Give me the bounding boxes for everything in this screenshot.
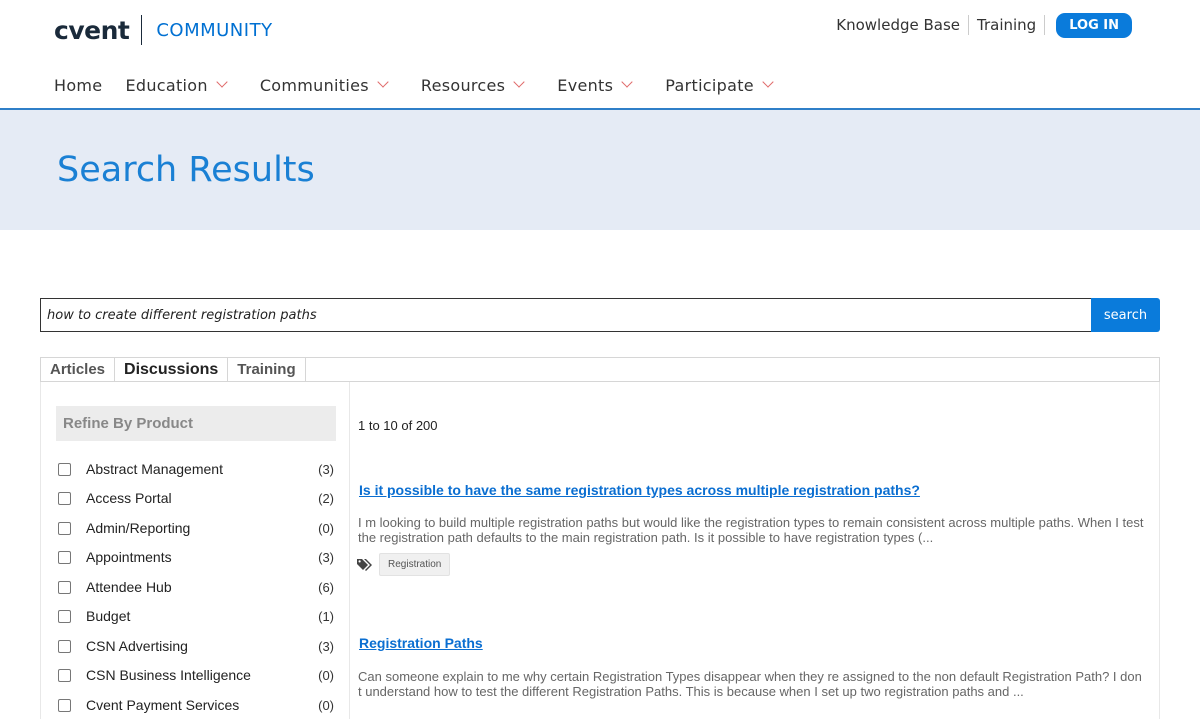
facet-checkbox[interactable] — [58, 492, 71, 505]
facet-label[interactable]: Access Portal — [86, 490, 172, 506]
result-snippet: Can someone explain to me why certain Registration Types disappear when they re assigned to the non default Registration Path? I don t understand how to test the different Registration Paths. This is because when I set up two registration paths and ... — [358, 669, 1142, 699]
facet-count: (0) — [318, 697, 334, 713]
facet-checkbox[interactable] — [58, 551, 71, 564]
result-snippet: I m looking to build multiple registration paths but would like the registration types to remain consistent across multiple paths. When I test the registration path defaults to the main registration path. Is it possible to have registration types (... — [358, 515, 1144, 545]
facet-item — [58, 636, 334, 656]
chevron-down-icon — [622, 76, 633, 87]
result-tags — [357, 553, 450, 576]
facet-label[interactable]: Admin/Reporting — [86, 520, 191, 536]
logo-community-label: COMMUNITY — [156, 19, 273, 41]
tab-discussions[interactable]: Discussions — [115, 358, 228, 381]
nav-item-events[interactable] — [557, 76, 631, 95]
facet-item — [58, 547, 334, 567]
facet-item — [58, 606, 334, 626]
facet-count: (0) — [318, 667, 334, 683]
facet-count: (2) — [318, 490, 334, 506]
nav-item-label: Events — [557, 75, 614, 95]
cvent-logo[interactable] — [54, 14, 273, 46]
nav-item-participate[interactable] — [665, 76, 772, 95]
facet-label[interactable]: Attendee Hub — [86, 579, 172, 595]
training-link[interactable]: Training — [969, 15, 1045, 35]
facet-item — [58, 488, 334, 508]
nav-item-label: Education — [125, 75, 208, 95]
utility-links — [828, 12, 1132, 38]
chevron-down-icon — [216, 76, 227, 87]
facet-checkbox[interactable] — [58, 463, 71, 476]
result-title-link[interactable]: Is it possible to have the same registration types across multiple registration paths? — [359, 482, 920, 498]
facet-item — [58, 459, 334, 479]
nav-item-label: Home — [54, 75, 103, 95]
refine-sidebar — [40, 382, 350, 719]
logo-wordmark: cvent — [54, 15, 130, 45]
facet-label[interactable]: Appointments — [86, 549, 172, 565]
logo-divider — [141, 15, 142, 45]
search-button[interactable]: search — [1091, 298, 1160, 332]
facet-count: (1) — [318, 608, 334, 624]
nav-item-label: Resources — [420, 75, 506, 95]
facet-label[interactable]: CSN Business Intelligence — [86, 667, 251, 683]
facet-count: (6) — [318, 579, 334, 595]
nav-item-label: Communities — [259, 75, 369, 95]
login-button[interactable]: LOG IN — [1056, 13, 1132, 38]
knowledge-base-link[interactable]: Knowledge Base — [828, 15, 969, 35]
nav-item-resources[interactable] — [421, 76, 523, 95]
page-title: Search Results — [57, 150, 315, 190]
tag-chip[interactable]: Registration — [379, 553, 450, 576]
facet-label[interactable]: CSN Advertising — [86, 638, 188, 654]
chevron-down-icon — [514, 76, 525, 87]
nav-item-home[interactable] — [54, 76, 102, 95]
facet-checkbox[interactable] — [58, 581, 71, 594]
facet-label[interactable]: Budget — [86, 608, 131, 624]
facet-checkbox[interactable] — [58, 610, 71, 623]
tab-articles[interactable]: Articles — [41, 358, 115, 381]
search-bar — [40, 298, 1160, 332]
results-summary: 1 to 10 of 200 — [358, 418, 438, 433]
nav-item-education[interactable] — [125, 76, 225, 95]
nav-item-communities[interactable] — [260, 76, 387, 95]
chevron-down-icon — [762, 76, 773, 87]
site-header — [0, 0, 1200, 110]
nav-item-label: Participate — [665, 75, 754, 95]
facet-checkbox[interactable] — [58, 699, 71, 712]
results-list — [350, 382, 1160, 719]
facet-label[interactable]: Abstract Management — [86, 461, 223, 477]
page-banner — [0, 110, 1200, 230]
result-title-link[interactable]: Registration Paths — [359, 635, 483, 651]
facet-count: (3) — [318, 549, 334, 565]
facet-checkbox[interactable] — [58, 669, 71, 682]
chevron-down-icon — [377, 76, 388, 87]
main-nav — [54, 72, 772, 98]
tab-training[interactable]: Training — [228, 358, 305, 381]
facet-count: (0) — [318, 520, 334, 536]
facet-count: (3) — [318, 638, 334, 654]
search-input[interactable] — [40, 298, 1091, 332]
facet-item — [58, 518, 334, 538]
facet-count: (3) — [318, 461, 334, 477]
tags-icon — [357, 558, 374, 572]
facet-label[interactable]: Cvent Payment Services — [86, 697, 240, 713]
refine-heading: Refine By Product — [56, 406, 336, 441]
facet-checkbox[interactable] — [58, 640, 71, 653]
facet-checkbox[interactable] — [58, 522, 71, 535]
facet-item — [58, 577, 334, 597]
facet-item — [58, 695, 334, 715]
facet-item — [58, 665, 334, 685]
results-area — [40, 382, 1160, 719]
result-tabs — [40, 357, 1160, 382]
